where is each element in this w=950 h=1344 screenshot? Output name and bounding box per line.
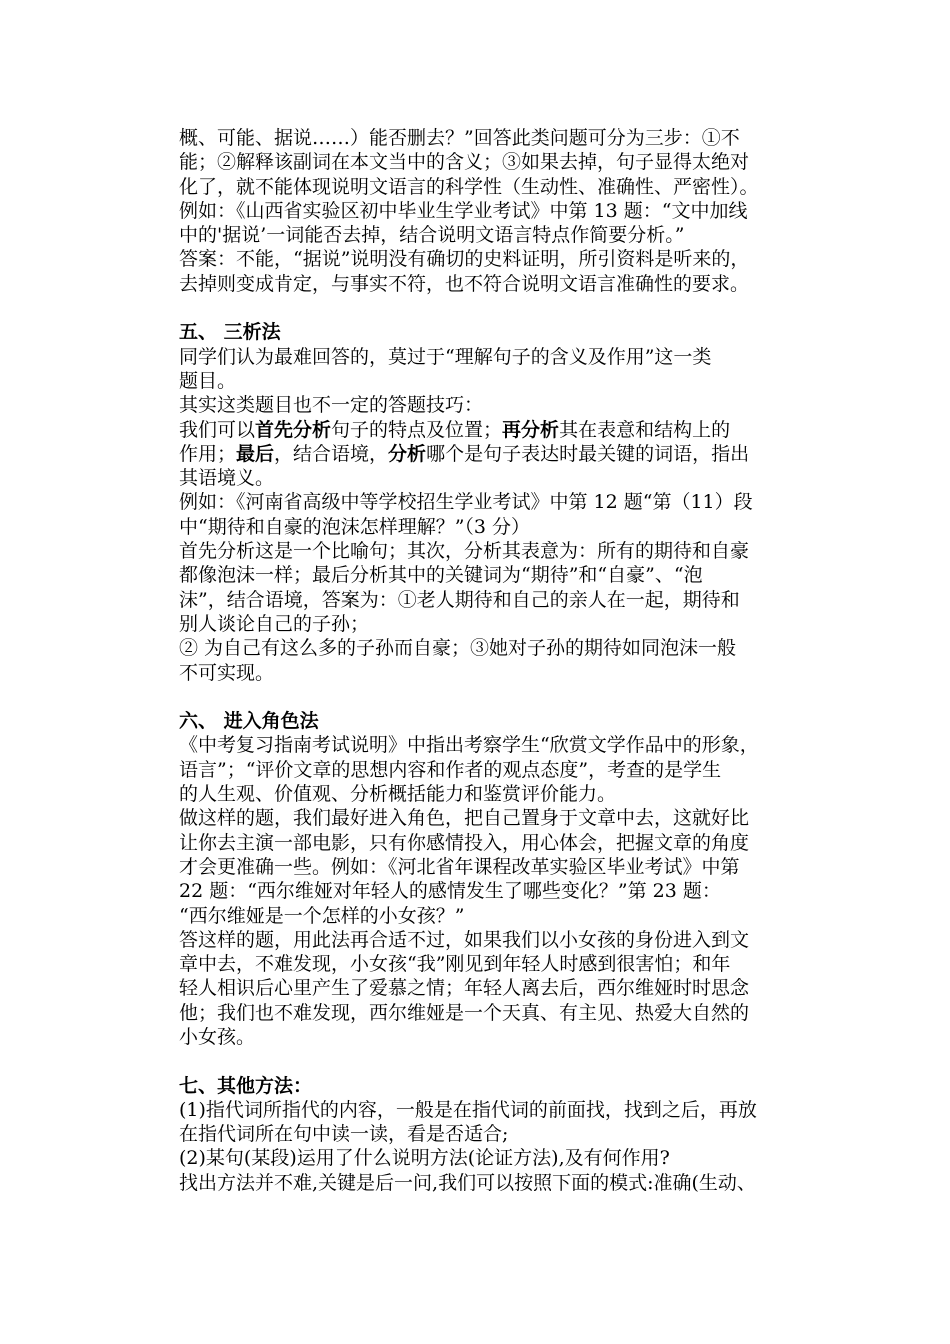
paragraph-gap (179, 1049, 819, 1073)
text-line: 轻人相识后心里产生了爱慕之情；年轻人离去后，西尔维娅时时思念 (179, 977, 750, 1000)
text-line (179, 418, 819, 442)
section-heading: 六、 进入角色法 (179, 710, 319, 733)
text-line: 他；我们也不难发现，西尔维娅是一个天真、有主见、热爱大自然的 (179, 1001, 750, 1024)
text-line: 去掉则变成肯定，与事实不符，也不符合说明文语言准确性的要求。 (179, 272, 750, 295)
text-line: 不可实现。 (179, 661, 275, 684)
text-line: 首先分析这是一个比喻句；其次，分析其表意为：所有的期待和自豪 (179, 540, 750, 563)
text-run: 作用； (179, 442, 237, 465)
intro-paragraph (179, 126, 819, 296)
bold-text: 再分析 (502, 418, 560, 441)
text-line: 让你去主演一部电影，只有你感情投入，用心体会，把握文章的角度 (179, 831, 750, 854)
text-line (179, 442, 819, 466)
section-seven (179, 1074, 819, 1195)
section-six (179, 709, 819, 1049)
text-line: 题目。 (179, 369, 237, 392)
text-line: 中“期待和自豪的泡沫怎样理解？”（3 分） (179, 515, 531, 538)
text-run: ，结合语境， (274, 442, 389, 465)
section-heading: 七、其他方法： (179, 1074, 313, 1097)
text-line: 其语境义。 (179, 467, 275, 490)
text-line: 别人谈论自己的子孙； (179, 612, 370, 635)
text-line: 能；②解释该副词在本文当中的含义；③如果去掉，句子显得太绝对 (179, 151, 750, 174)
text-line: 例如：《山西省实验区初中毕业生学业考试》中第 13 题：“文中加线 (179, 199, 748, 222)
text-run: 句子的特点及位置； (331, 418, 503, 441)
text-line: 其实这类题目也不一定的答题技巧： (179, 394, 484, 417)
text-line: 做这样的题，我们最好进入角色，把自己置身于文章中去，这就好比 (179, 807, 750, 830)
bold-text: 首先分析 (255, 418, 332, 441)
text-line: (2)某句(某段)运用了什么说明方法(论证方法),及有何作用? (179, 1147, 670, 1170)
text-line: 章中去，不难发现，小女孩“我”刚见到年轻人时感到很害怕；和年 (179, 953, 731, 976)
text-line: “西尔维娅是一个怎样的小女孩？” (179, 904, 465, 927)
paragraph-gap (179, 685, 819, 709)
section-heading: 五、 三析法 (179, 321, 281, 344)
text-line: 22 题：“西尔维娅对年轻人的感情发生了哪些变化？”第 23 题： (179, 880, 721, 903)
bold-text: 最后 (236, 442, 275, 465)
text-line: 中的'据说’一词能否去掉，结合说明文语言特点作简要分析。” (179, 224, 685, 247)
text-line: 找出方法并不难,关键是后一问,我们可以按照下面的模式:准确(生动、 (179, 1171, 756, 1194)
text-line: 沫”，结合语境，答案为：①老人期待和自己的亲人在一起，期待和 (179, 588, 740, 611)
text-line: 小女孩。 (179, 1025, 256, 1048)
document-page (179, 126, 819, 1195)
text-line: 才会更准确一些。例如：《河北省年课程改革实验区毕业考试》中第 (179, 855, 740, 878)
text-line: 在指代词所在句中读一读，看是否适合; (179, 1123, 509, 1146)
text-line: 例如：《河南省高级中等学校招生学业考试》中第 12 题“第（11）段 (179, 491, 753, 514)
text-line: 《中考复习指南考试说明》中指出考察学生“欣赏文学作品中的形象， (179, 734, 759, 757)
text-line: 都像泡沫一样；最后分析其中的关键词为“期待”和“自豪”、“泡 (179, 564, 703, 587)
text-line: 答这样的题，用此法再合适不过，如果我们以小女孩的身份进入到文 (179, 928, 750, 951)
bold-text: 分析 (388, 442, 427, 465)
text-line: 的人生观、价值观、分析概括能力和鉴赏评价能力。 (179, 783, 617, 806)
text-line: 化了，就不能体现说明文语言的科学性（生动性、准确性、严密性）。 (179, 175, 759, 198)
text-line: (1)指代词所指代的内容，一般是在指代词的前面找，找到之后，再放 (179, 1098, 757, 1121)
text-line: 语言”；“评价文章的思想内容和作者的观点态度”，考查的是学生 (179, 758, 722, 781)
text-line: ② 为自己有这么多的子孙而自豪；③她对子孙的期待如同泡沫一般 (179, 637, 737, 660)
paragraph-gap (179, 296, 819, 320)
text-line: 答案：不能，“据说”说明没有确切的史料证明，所引资料是听来的， (179, 248, 750, 271)
text-line: 同学们认为最难回答的，莫过于“理解句子的含义及作用”这一类 (179, 345, 712, 368)
text-run: 其在表意和结构上的 (559, 418, 731, 441)
text-line: 概、可能、据说……）能否删去？”回答此类问题可分为三步：①不 (179, 127, 740, 149)
text-run: 哪个是句子表达时最关键的词语，指出 (426, 442, 750, 465)
section-five (179, 320, 819, 684)
text-run: 我们可以 (179, 418, 256, 441)
